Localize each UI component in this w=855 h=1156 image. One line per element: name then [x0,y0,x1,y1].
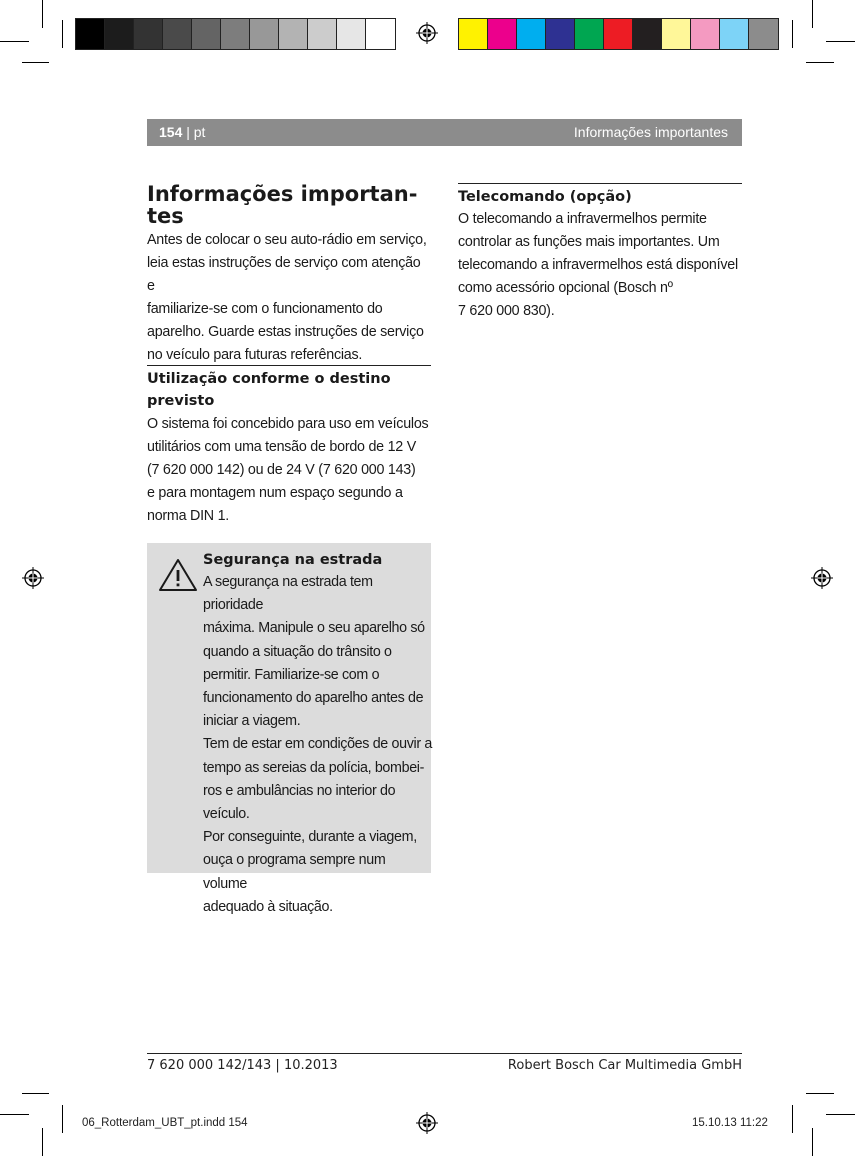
color-swatch [279,19,308,49]
text-line: funcionamento do aparelho antes de [203,690,424,707]
crop-mark [826,1114,855,1115]
section-divider [147,365,431,366]
text-line: (7 620 000 142) ou de 24 V (7 620 000 143) [147,462,416,478]
crop-mark [806,62,834,63]
text-line: no veículo para futuras referências. [147,347,363,363]
color-swatch [662,19,691,49]
registration-target-icon [22,567,44,589]
warning-content [203,549,433,919]
color-swatch [308,19,337,49]
crop-mark [792,20,793,48]
section-heading-line: previsto [147,393,215,409]
text-line: como acessório opcional (Bosch nº [458,280,673,296]
page-header [147,119,742,146]
text-line: Antes de colocar o seu auto-rádio em serviço, [147,232,427,248]
registration-target-icon [416,22,438,44]
text-line: tempo as sereias da polícia, bombei- [203,759,425,776]
usage-section [147,368,431,528]
crop-mark [0,1114,29,1115]
crop-mark [806,1093,834,1094]
text-line: utilitários com uma tensão de bordo de 12 V [147,439,416,455]
section-divider [458,183,742,184]
process-color-bar [458,18,779,50]
text-line: O sistema foi concebido para uso em veículos [147,416,429,432]
crop-mark [62,1105,63,1133]
color-swatch [105,19,134,49]
crop-mark [42,1128,43,1156]
color-swatch [720,19,749,49]
crop-mark [812,1128,813,1156]
text-line: ros e ambulâncias no interior do [203,782,396,799]
footer-doc-number: 7 620 000 142/143 | 10.2013 [147,1058,338,1073]
text-line: quando a situação do trânsito o [203,643,392,660]
color-swatch [459,19,488,49]
color-swatch [575,19,604,49]
usage-paragraph [147,413,431,528]
section-heading: Telecomando (opção) [458,189,632,205]
color-swatch [250,19,279,49]
text-line: aparelho. Guarde estas instruções de serviço [147,324,424,340]
crop-mark [812,0,813,28]
text-line: 7 620 000 830). [458,303,555,319]
page-number-label [159,124,205,140]
crop-mark [792,1105,793,1133]
text-line: máxima. Manipule o seu aparelho só [203,620,425,637]
language-code: | pt [182,124,206,140]
color-swatch [633,19,662,49]
text-line: ouça o programa sempre num volume [203,852,386,892]
crop-mark [42,0,43,28]
text-line: familiarize-se com o funcionamento do [147,301,383,317]
text-line: leia estas instruções de serviço com atenção e [147,255,421,294]
crop-mark [826,41,855,42]
grayscale-color-bar [75,18,396,50]
text-line: O telecomando a infravermelhos permite [458,211,707,227]
text-line: Por conseguinte, durante a viagem, [203,829,417,846]
page-number: 154 [159,124,183,140]
footer-company: Robert Bosch Car Multimedia GmbH [507,1058,742,1073]
text-line: permitir. Familiarize-se com o [203,666,380,683]
footer-divider [147,1053,742,1054]
text-line: A segurança na estrada tem prioridade [203,574,373,614]
text-line: e para montagem num espaço segundo a [147,485,403,501]
text-line: adequado à situação. [203,898,333,915]
crop-mark [22,1093,49,1094]
text-line: iniciar a viagem. [203,713,301,730]
text-line: veículo. [203,806,250,823]
color-swatch [76,19,105,49]
crop-mark [62,20,63,48]
left-column [147,183,431,367]
safety-warning-box [147,543,432,915]
color-swatch [192,19,221,49]
color-swatch [163,19,192,49]
crop-mark [22,62,49,63]
color-swatch [517,19,546,49]
text-line: Tem de estar em condições de ouvir a [203,736,432,753]
page-title-line: tes [147,204,184,228]
registration-target-icon [811,567,833,589]
text-line: norma DIN 1. [147,508,230,524]
slug-filename: 06_Rotterdam_UBT_pt.indd 154 [82,1117,248,1129]
color-swatch [337,19,366,49]
color-swatch [691,19,720,49]
warning-title: Segurança na estrada [203,552,383,568]
color-swatch [749,19,778,49]
color-swatch [546,19,575,49]
page-title [147,183,431,227]
color-swatch [488,19,517,49]
registration-target-icon [416,1112,438,1134]
color-swatch [134,19,163,49]
color-swatch [604,19,633,49]
header-section-title: Informações importantes [573,124,728,140]
color-swatch [366,19,395,49]
color-swatch [221,19,250,49]
section-heading [147,368,431,412]
remote-section [458,186,742,323]
warning-triangle-icon [157,557,199,593]
section-heading-line: Utilização conforme o destino [147,371,391,387]
intro-paragraph [147,229,431,367]
crop-mark [0,41,29,42]
text-line: telecomando a infravermelhos está disponível [458,257,738,273]
page-title-line: Informações importan- [147,182,418,206]
slug-date: 15.10.13 11:22 [692,1117,768,1129]
text-line: controlar as funções mais importantes. Um [458,234,720,250]
